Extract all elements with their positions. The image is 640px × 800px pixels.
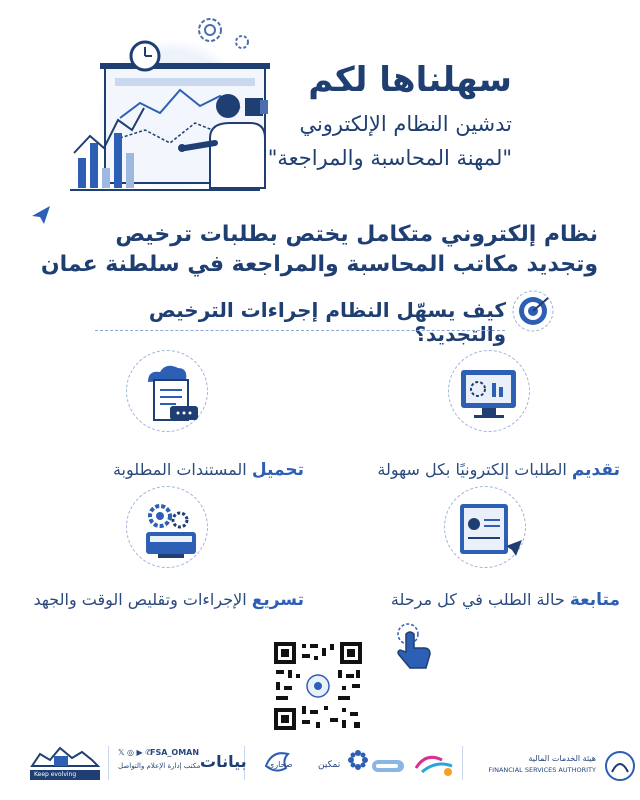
keep-evolving-label: Keep evolving [34,771,77,778]
feature-submit [377,460,620,480]
social-handle[interactable]: FSA_OMAN [150,748,200,757]
media-office-label: مكتب إدارة الإعلام والتواصل [118,762,201,770]
feature-submit-text: الطلبات إلكترونيًا بكل سهولة [377,460,572,479]
question-underline [95,330,505,332]
footer-logos [0,738,640,800]
feature-speed [34,590,304,610]
accountant-illustration [60,8,290,208]
feature-speed-verb: تسريع [251,590,304,610]
feature-track-verb: متابعة [569,590,620,610]
description-line-2: وتجديد مكاتب المحاسبة والمراجعة في سلطنة عمان [40,252,598,277]
question-heading: كيف يسهّل النظام إجراءات الترخيص والتجديد؟ [148,298,506,346]
social-icons[interactable]: 𝕏 ◎ ▶ ✆ [118,748,152,757]
tamkeen-flower-icon [346,748,370,772]
feature-icon-speed [128,486,228,576]
feature-speed-text: الإجراءات وتقليص الوقت والجهد [33,590,252,609]
feature-upload-text: المستندات المطلوبة [112,460,252,479]
pointer-hand-icon [392,622,434,674]
feature-track-text: حالة الطلب في كل مرحلة [390,590,570,609]
page-title: سهلناها لكم [308,60,512,100]
sohari-label: صحاري [268,760,293,769]
feature-track [391,590,620,610]
subtitle-line-1: تدشين النظام الإلكتروني [299,112,512,136]
feature-upload-verb: تحميل [251,460,304,480]
tamkeen-label: تمكين [318,760,341,770]
feature-submit-verb: تقديم [571,460,620,480]
feature-upload [113,460,304,480]
feature-icon-track [438,486,538,576]
bayanat-logo: بيانات [200,752,247,771]
description-line-1: نظام إلكتروني متكامل يختص بطلبات ترخيص [115,222,598,247]
vision-logo [412,750,458,780]
feature-icon-upload [128,350,228,440]
fsa-name-ar: هيئة الخدمات المالية [528,754,596,763]
target-icon [510,288,556,334]
qr-code[interactable] [272,640,364,732]
feature-icon-submit [438,350,538,440]
fsa-emblem-icon [604,750,636,782]
building-skyline-icon [30,742,100,768]
partner-logo [370,752,406,780]
subtitle-line-2: "لمهنة المحاسبة والمراجعة" [267,146,512,170]
fsa-name-en: FINANCIAL SERVICES AUTHORITY [488,766,596,774]
